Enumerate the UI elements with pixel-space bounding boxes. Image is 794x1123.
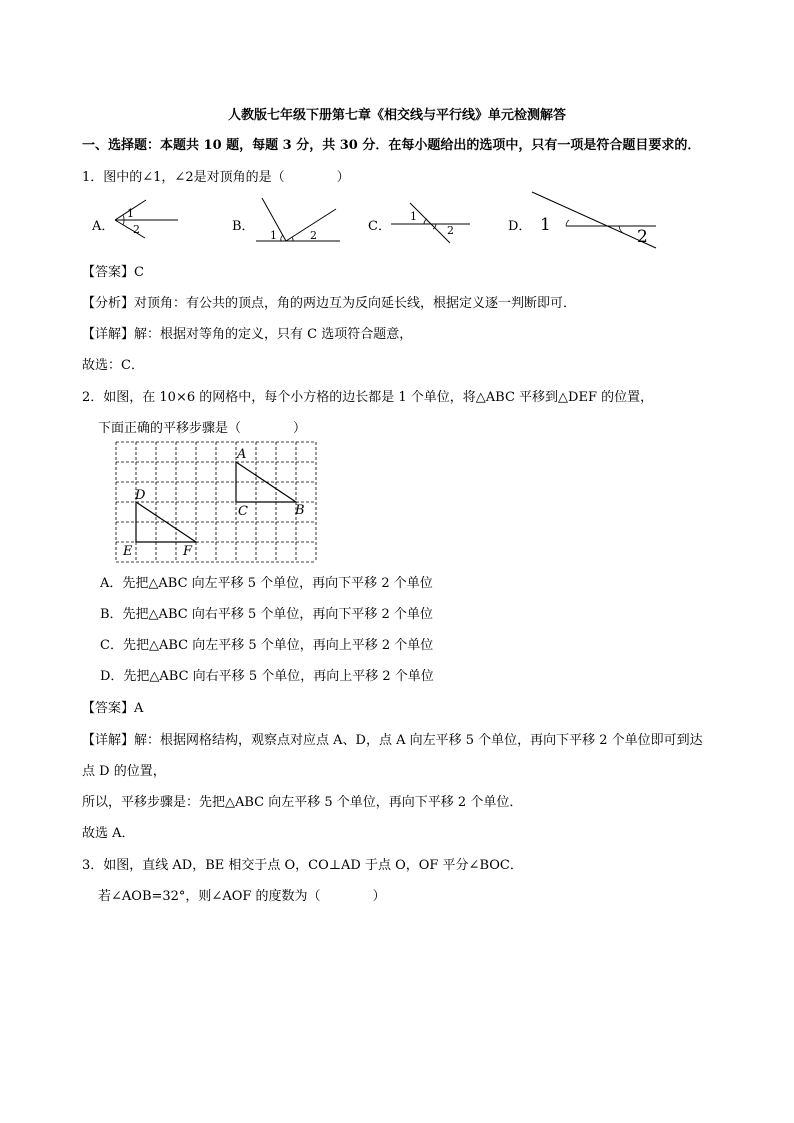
q2-choice: 故选 A． xyxy=(82,826,135,841)
point-e-label: E xyxy=(123,544,133,559)
figure-d-angle-1: 1 xyxy=(540,215,551,235)
point-b-label: B xyxy=(295,503,305,518)
q2-grid-figure xyxy=(112,438,324,564)
figure-a-arc-1 xyxy=(123,215,124,220)
figure-c-arc-1 xyxy=(424,219,427,224)
q1-option-b-label: B． xyxy=(232,219,255,234)
point-a-label: A xyxy=(237,447,247,462)
q1-choice: 故选：C． xyxy=(82,358,144,373)
q1-detail: 【详解】解：根据对等角的定义，只有 C 选项符合题意， xyxy=(82,327,413,342)
figure-b-angle-1: 1 xyxy=(270,229,277,242)
figure-b-arc-2 xyxy=(292,237,293,241)
q2-answer: 【答案】A xyxy=(82,701,144,716)
q2-detail-2: 点 D 的位置， xyxy=(82,764,166,779)
figure-a-angle-1: 1 xyxy=(127,207,134,220)
figure-c-angle-1: 1 xyxy=(410,210,417,223)
q1-option-a-label: A． xyxy=(92,219,115,234)
q1-figure-b xyxy=(248,192,343,244)
q2-option-b: B．先把△ABC 向右平移 5 个单位，再向下平移 2 个单位 xyxy=(100,607,433,622)
q2-conclusion: 所以，平移步骤是：先把△ABC 向左平移 5 个单位，再向下平移 2 个单位． xyxy=(82,795,523,810)
section-heading: 一、选择题：本题共 10 题，每题 3 分，共 30 分．在每小题给出的选项中，只有一项是符合题目要求的． xyxy=(82,138,701,153)
point-d-label: D xyxy=(135,488,146,503)
figure-a-line-2 xyxy=(115,220,145,238)
figure-c-line-2 xyxy=(410,203,450,243)
q1-option-c-label: C． xyxy=(368,219,391,234)
point-f-label: F xyxy=(183,544,193,559)
q1-option-d-label: D． xyxy=(508,219,532,234)
q2-option-c: C．先把△ABC 向左平移 5 个单位，再向上平移 2 个单位 xyxy=(100,638,434,653)
q2-stem-1: 2．如图，在 10×6 的网格中，每个小方格的边长都是 1 个单位，将△ABC 平移到△DEF 的位置， xyxy=(82,390,654,405)
q2-option-d: D．先把△ABC 向右平移 5 个单位，再向上平移 2 个单位 xyxy=(100,669,434,684)
figure-d-arc-1 xyxy=(566,220,569,226)
figure-c-angle-2: 2 xyxy=(447,224,454,237)
q3-stem-2: 若∠AOB=32°，则∠AOF 的度数为（ ） xyxy=(98,889,386,904)
q2-detail-1: 【详解】解：根据网格结构，观察点对应点 A、D，点 A 向左平移 5 个单位，再向下平移 2 个单位即可到达 xyxy=(82,733,703,748)
q1-answer: 【答案】C xyxy=(82,265,144,280)
figure-b-angle-2: 2 xyxy=(310,229,317,242)
q1-stem: 1．图中的∠1，∠2是对顶角的是（ ） xyxy=(82,170,350,185)
q1-figure-c xyxy=(384,196,474,246)
q1-figure-d xyxy=(524,186,664,254)
q2-option-a: A．先把△ABC 向左平移 5 个单位，再向下平移 2 个单位 xyxy=(100,576,433,591)
figure-a-angle-2: 2 xyxy=(133,223,140,236)
figure-a-arc-2 xyxy=(123,220,124,225)
q1-figure-a xyxy=(108,195,183,240)
point-c-label: C xyxy=(238,504,248,519)
q3-stem-1: 3．如图，直线 AD，BE 相交于点 O，CO⊥AD 于点 O，OF 平分∠BOC． xyxy=(82,858,523,873)
q1-analysis: 【分析】对顶角：有公共的顶点，角的两边互为反向延长线，根据定义逐一判断即可． xyxy=(82,296,577,311)
figure-d-angle-2: 2 xyxy=(637,227,648,247)
q2-stem-2: 下面正确的平移步骤是（ ） xyxy=(98,421,307,436)
document-title: 人教版七年级下册第七章《相交线与平行线》单元检测解答 xyxy=(227,108,566,123)
